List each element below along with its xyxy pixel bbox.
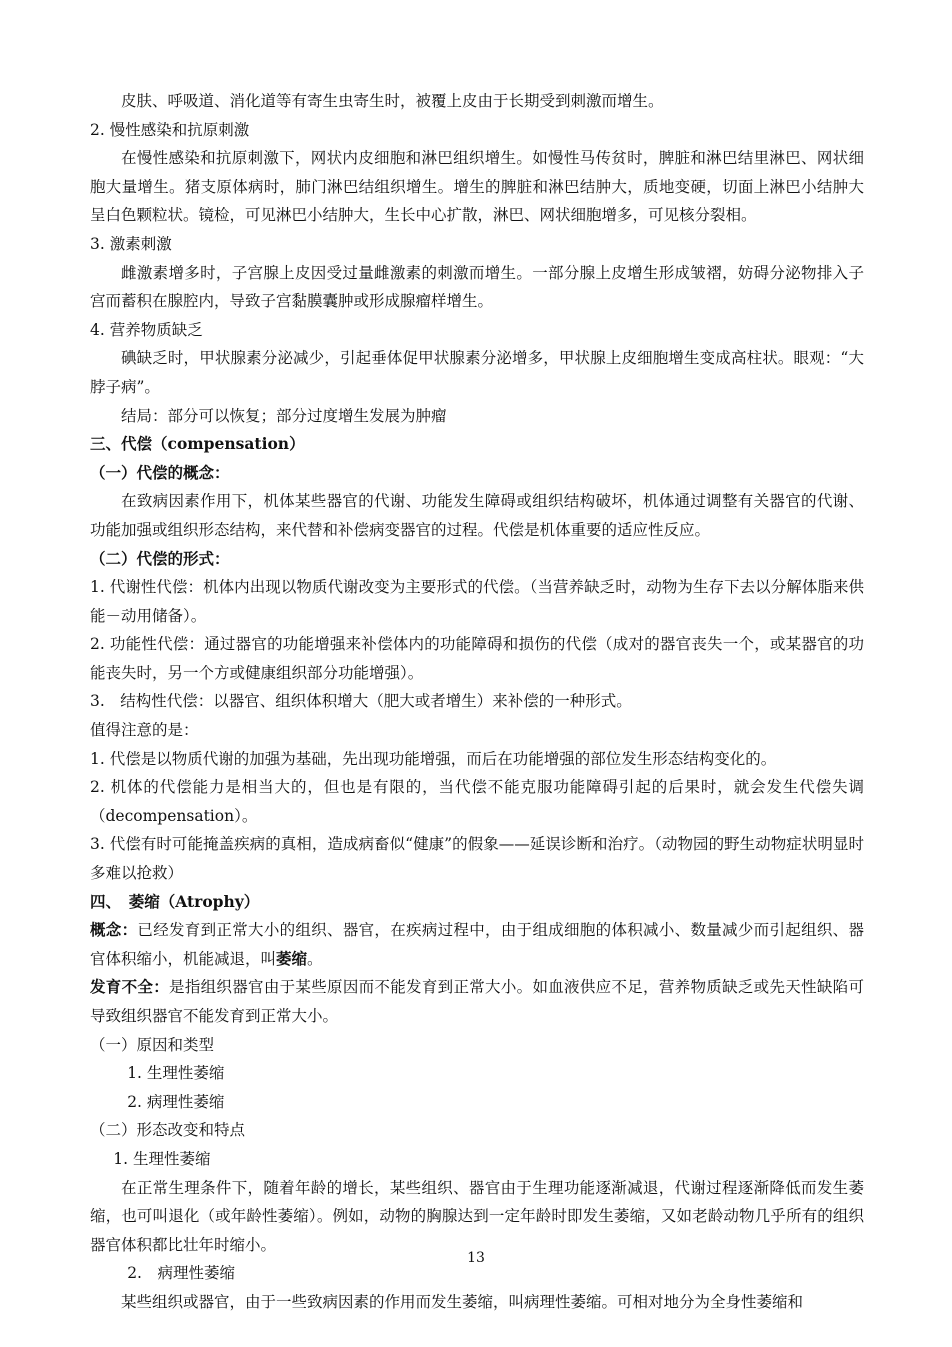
paragraph: 皮肤、呼吸道、消化道等有寄生虫寄生时，被覆上皮由于长期受到刺激而增生。	[121, 92, 664, 110]
list-item: 3. 代偿有时可能掩盖疾病的真相，造成病畜似“健康”的假象——延误诊断和治疗。（动物园的野生动物症状明显时多难以抢救）	[90, 835, 864, 883]
note-heading: 值得注意的是：	[90, 721, 199, 740]
subheading: 2. 慢性感染和抗原刺激	[90, 120, 250, 139]
paragraph: 在正常生理条件下，随着年龄的增长，某些组织、器官由于生理功能逐渐减退，代谢过程逐渐降低而发生萎缩，也可叫退化（或年龄性萎缩）。例如，动物的胸腺达到一定年龄时即发生萎缩，又如老龄动物几乎所有的组织器官体积都比壮年时缩小。	[90, 1178, 864, 1254]
subsection-heading: （一）原因和类型	[90, 1035, 215, 1054]
period: 。	[307, 949, 323, 968]
section-heading: 三、代偿（compensation）	[90, 434, 305, 454]
paragraph: 某些组织或器官，由于一些致病因素的作用而发生萎缩，叫病理性萎缩。可相对地分为全身性萎缩和	[121, 1292, 804, 1311]
definition-paragraph	[90, 916, 864, 973]
list-item: 2. 机体的代偿能力是相当大的，但也是有限的，当代偿不能克服功能障碍引起的后果时，就会发生代偿失调（decompensation）。	[90, 778, 864, 825]
subheading: 3. 激素刺激	[90, 234, 172, 253]
term-atrophy: 萎缩	[276, 948, 308, 968]
paragraph: 碘缺乏时，甲状腺素分泌减少，引起垂体促甲状腺素分泌增多，甲状腺上皮细胞增生变成高柱状。眼观：“大脖子病”。	[90, 349, 864, 396]
subheading: 1. 生理性萎缩	[113, 1149, 211, 1168]
section-heading: 四、 萎缩（Atrophy）	[90, 891, 260, 911]
paragraph: 在慢性感染和抗原刺激下，网状内皮细胞和淋巴组织增生。如慢性马传贫时，脾脏和淋巴结里淋巴、网状细胞大量增生。猪支原体病时，肺门淋巴结组织增生。增生的脾脏和淋巴结肿大，质地变硬，切面上淋巴小结肿大呈白色颗粒状。镜检，可见淋巴小结肿大，生长中心扩散，淋巴、网状细胞增多，可见核分裂相。	[90, 149, 864, 225]
page-body	[90, 87, 864, 1317]
subheading: 4. 营养物质缺乏	[90, 320, 203, 339]
paragraph: 在致病因素作用下，机体某些器官的代谢、功能发生障碍或组织结构破坏，机体通过调整有关器官的代谢、功能加强或组织形态结构，来代替和补偿病变器官的过程。代偿是机体重要的适应性反应。	[90, 492, 864, 539]
definition-label: 发育不全：	[90, 977, 170, 997]
definition-text: 是指组织器官由于某些原因而不能发育到正常大小。如血液供应不足，营养物质缺乏或先天性缺陷可导致组织器官不能发育到正常大小。	[90, 978, 864, 1025]
definition-label: 概念：	[90, 920, 138, 940]
subsection-heading: （二）代偿的形式：	[90, 548, 230, 568]
subsection-heading: （二）形态改变和特点	[90, 1121, 246, 1140]
definition-text: 已经发育到正常大小的组织、器官，在疾病过程中，由于组成细胞的体积减小、数量减少而引起组织、器官体积缩小，机能减退，叫	[90, 921, 864, 968]
paragraph: 结局：部分可以恢复；部分过度增生发展为肿瘤	[121, 406, 447, 425]
list-item: 2. 病理性萎缩	[127, 1092, 225, 1111]
list-item: 1. 生理性萎缩	[127, 1064, 225, 1083]
list-item: 1. 代谢性代偿：机体内出现以物质代谢改变为主要形式的代偿。（当营养缺乏时，动物为生存下去以分解体脂来供能－动用储备）。	[90, 578, 864, 625]
definition-paragraph	[90, 973, 864, 1030]
subheading: 2. 病理性萎缩	[127, 1264, 235, 1283]
list-item: 2. 功能性代偿：通过器官的功能增强来补偿体内的功能障碍和损伤的代偿（成对的器官丧失一个，或某器官的功能丧失时，另一个方或健康组织部分功能增强）。	[90, 635, 864, 682]
page-number: 13	[467, 1250, 485, 1266]
paragraph: 雌激素增多时，子宫腺上皮因受过量雌激素的刺激而增生。一部分腺上皮增生形成皱褶，妨碍分泌物排入子宫而蓄积在腺腔内，导致子宫黏膜囊肿或形成腺瘤样增生。	[90, 263, 864, 311]
list-item: 1. 代偿是以物质代谢的加强为基础，先出现功能增强，而后在功能增强的部位发生形态结构变化的。	[90, 749, 777, 768]
subsection-heading: （一）代偿的概念：	[90, 462, 230, 482]
list-item: 3. 结构性代偿：以器官、组织体积增大（肥大或者增生）来补偿的一种形式。	[90, 692, 632, 711]
